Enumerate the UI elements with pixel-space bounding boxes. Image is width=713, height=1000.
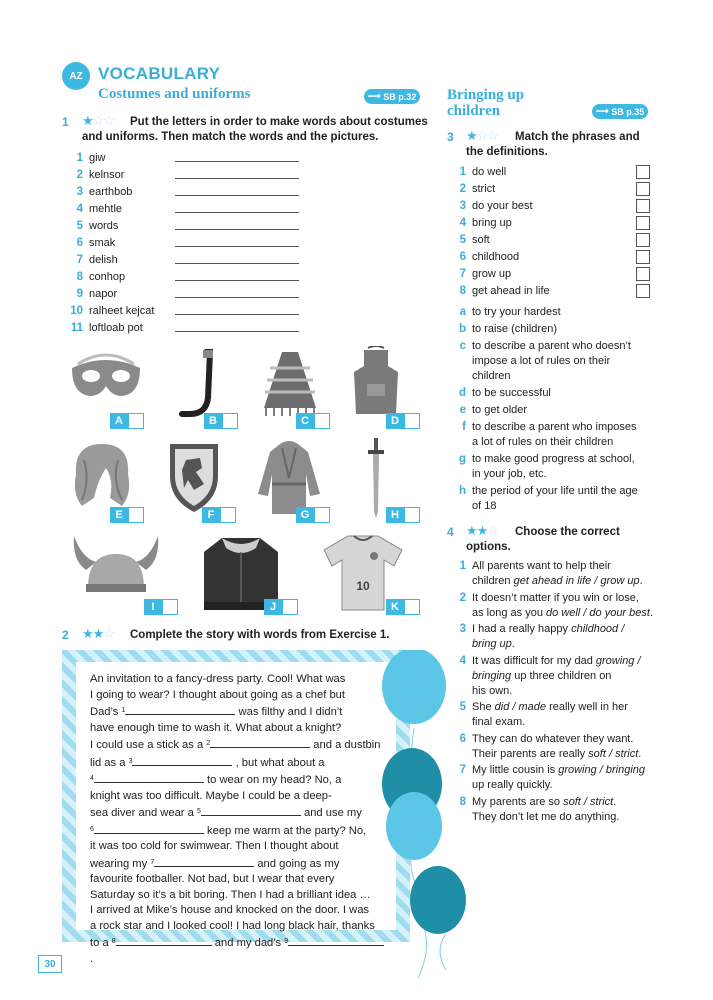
picture-label-f: F xyxy=(202,507,236,523)
ex3-phrase-list xyxy=(453,163,550,299)
ex4-instruction-2: options. xyxy=(466,541,511,553)
picture-label-g: G xyxy=(296,507,330,523)
list-item: 4 mehtle xyxy=(76,202,123,215)
list-item: f to describe a parent who imposes a lot of rules on their children xyxy=(462,421,637,448)
wig-icon xyxy=(70,440,134,510)
picture-label-j: J xyxy=(264,599,298,615)
difficulty-stars: ★★☆ xyxy=(466,523,498,538)
answer-box[interactable] xyxy=(404,599,420,615)
list-item: 1 do well xyxy=(459,165,507,178)
answer-box[interactable] xyxy=(314,413,330,429)
answer-box[interactable] xyxy=(404,507,420,523)
list-item: 3 earthbob xyxy=(76,185,133,198)
exercise-number: 3 xyxy=(447,130,454,144)
gap-2[interactable] xyxy=(210,736,310,748)
picture-label-k: K xyxy=(386,599,420,615)
list-item: 11 loftloab pot xyxy=(70,321,143,334)
exercise-number: 4 xyxy=(447,525,454,539)
option-choice[interactable]: soft / strict xyxy=(588,747,639,760)
answer-box[interactable] xyxy=(636,267,650,281)
answer-box[interactable] xyxy=(636,284,650,298)
list-item: c to describe a parent who doesn’t impose a lot of rules on their children xyxy=(459,340,631,382)
list-item: 8 My parents are so soft / strict. They don’t let me do anything. xyxy=(459,795,620,823)
sb-reference-badge xyxy=(364,89,420,104)
answer-box[interactable] xyxy=(636,182,650,196)
answer-box[interactable] xyxy=(128,413,144,429)
list-item: h the period of your life until the age of 18 xyxy=(458,485,638,512)
gap-6[interactable] xyxy=(94,822,204,834)
list-item: 3 do your best xyxy=(459,199,533,212)
list-item: 6 They can do whatever they want. Their parents are really soft / strict. xyxy=(459,732,642,760)
list-item: 2 kelnsor xyxy=(76,168,125,181)
list-item: 7 grow up xyxy=(459,267,512,280)
arrow-icon: ⟶ xyxy=(595,106,612,116)
arrow-icon: ⟶ xyxy=(367,91,384,101)
ex1-instruction-1: Put the letters in order to make words about costumes xyxy=(130,116,428,128)
gap-4[interactable] xyxy=(94,771,204,783)
list-item: e to get older xyxy=(459,404,528,416)
list-item: 5 words xyxy=(76,219,119,232)
list-item: 6 childhood xyxy=(459,250,520,263)
difficulty-stars: ★☆☆ xyxy=(82,113,114,128)
balloon-icon xyxy=(410,866,466,934)
answer-box[interactable] xyxy=(636,165,650,179)
ex2-instruction: Complete the story with words from Exercise 1. xyxy=(130,629,390,641)
option-choice[interactable]: get ahead in life / grow up xyxy=(513,575,640,587)
option-choice[interactable]: bringing xyxy=(472,669,512,682)
list-item: 4 It was difficult for my dad growing / bringing up three children on his own. xyxy=(459,654,641,697)
bathrobe-icon xyxy=(256,438,322,518)
list-item: 8 conhop xyxy=(76,270,126,283)
list-item: 5 She did / made really well in her final exam. xyxy=(459,701,628,728)
gap-8[interactable] xyxy=(116,934,212,946)
list-item: d to be successful xyxy=(458,387,551,399)
list-item: 10 ralheet kejcat xyxy=(70,304,155,317)
answer-line[interactable] xyxy=(175,161,299,162)
option-choice[interactable]: growing / bringing xyxy=(558,764,646,776)
list-item: 1 All parents want to help their children get ahead in life / grow up. xyxy=(459,560,643,587)
picture-label-i: I xyxy=(144,599,178,615)
option-choice[interactable]: bring up xyxy=(472,638,512,650)
svg-text:10: 10 xyxy=(356,579,370,593)
story-text: An invitation to a fancy-dress party. Cool! What was I going to wear? I thought about going as a chef but Dad’s $^1$ was filthy and I didn’t have enough time to wash it. What about a knight? I could use a stick as a $^2$ and a dustbin lid as a $^3$ , but what about a $^4$ to wear on my head? No, a knight was too difficult. Maybe I could be a deep- sea diver and wear a $^5$ and use my $^6$ keep me warm at the party? No, it was too cold for swimwear. Then I thought about wearing my $^7$ and going as my favourite footballer. Not bad, but I wear that every Saturday so it’s a bit boring. Then I had a brilliant idea … I arrived at Mike’s house and knocked on the door. I was a rock star and I looked cool! I had long black hair, thanks to a $^8$ and my dad’s $^9$ . xyxy=(90,672,390,967)
gap-9[interactable] xyxy=(288,934,384,946)
answer-line[interactable] xyxy=(175,297,299,298)
sb-reference-text: SB p.32 xyxy=(383,91,417,102)
list-item: 3 I had a really happy childhood / bring up. xyxy=(459,623,625,650)
list-item: 2 strict xyxy=(459,182,496,195)
balloon-icon xyxy=(386,792,442,860)
option-choice[interactable]: soft / strict xyxy=(563,795,614,808)
apron-icon xyxy=(350,346,402,416)
answer-box[interactable] xyxy=(636,233,650,247)
answer-line[interactable] xyxy=(175,263,299,264)
gap-3[interactable] xyxy=(132,754,232,766)
option-choice[interactable]: childhood / xyxy=(571,623,625,635)
answer-line[interactable] xyxy=(175,331,299,332)
ex1-word-list xyxy=(70,149,154,336)
list-item: 8 get ahead in life xyxy=(459,284,550,297)
list-item: 4 bring up xyxy=(459,216,512,229)
list-item: 2 It doesn’t matter if you win or lose, as long as you do well / do your best. xyxy=(459,591,654,619)
answer-line[interactable] xyxy=(175,314,299,315)
answer-box[interactable] xyxy=(404,413,420,429)
viking-helmet-icon xyxy=(68,530,164,606)
right-section-title: Bringing up children xyxy=(447,87,525,119)
answer-box[interactable] xyxy=(282,599,298,615)
answer-line[interactable] xyxy=(175,212,299,213)
picture-label-h: H xyxy=(386,507,420,523)
ex1-instruction-2: and uniforms. Then match the words and the pictures. xyxy=(82,131,379,143)
answer-box[interactable] xyxy=(220,507,236,523)
answer-line[interactable] xyxy=(175,195,299,196)
picture-label-e: E xyxy=(110,507,144,523)
snorkel-icon xyxy=(170,348,220,420)
answer-box[interactable] xyxy=(314,507,330,523)
sb-reference-badge xyxy=(592,104,648,119)
sb-reference-text: SB p.35 xyxy=(611,106,645,117)
difficulty-stars: ★☆☆ xyxy=(466,128,498,143)
balloon-icon xyxy=(382,650,446,724)
poncho-icon xyxy=(262,348,318,418)
answer-box[interactable] xyxy=(636,199,650,213)
option-choice[interactable]: growing / xyxy=(595,654,641,667)
list-item: 5 soft xyxy=(459,233,490,246)
ex3-instruction-2: the definitions. xyxy=(466,146,548,158)
page-number: 30 xyxy=(38,955,62,973)
list-item: 7 My little cousin is growing / bringing up really quickly. xyxy=(459,764,646,791)
answer-box[interactable] xyxy=(636,250,650,264)
ex3-definition-list xyxy=(453,305,653,516)
list-item: 6 smak xyxy=(76,236,116,249)
picture-label-d: D xyxy=(386,413,420,429)
mask-icon xyxy=(66,350,146,410)
list-item: 9 napor xyxy=(76,287,118,300)
option-choice[interactable]: did / made xyxy=(494,701,547,713)
section-subtitle: Costumes and uniforms xyxy=(98,86,251,102)
answer-line[interactable] xyxy=(175,229,299,230)
list-item: 1 giw xyxy=(76,151,106,164)
list-item: 7 delish xyxy=(76,253,118,266)
gap-1[interactable] xyxy=(125,703,235,715)
picture-label-a: A xyxy=(110,413,144,429)
list-item: g to make good progress at school, in your job, etc. xyxy=(458,453,635,480)
shield-icon xyxy=(166,440,222,514)
list-item: b to raise (children) xyxy=(458,323,557,335)
section-title: VOCABULARY xyxy=(98,64,221,83)
ex4-sentence-list xyxy=(453,559,663,826)
exercise-number: 1 xyxy=(62,115,69,129)
picture-label-b: B xyxy=(204,413,238,429)
story-panel xyxy=(76,662,396,965)
difficulty-stars: ★★☆ xyxy=(82,626,114,641)
vocabulary-icon: AZ xyxy=(62,62,90,90)
answer-line[interactable] xyxy=(175,246,299,247)
ex3-instruction-1: Match the phrases and xyxy=(515,131,640,143)
sword-icon xyxy=(366,436,386,520)
story-frame xyxy=(62,650,410,965)
exercise-number: 2 xyxy=(62,628,69,642)
list-item: a to try your hardest xyxy=(459,306,561,318)
answer-box[interactable] xyxy=(636,216,650,230)
ex4-instruction-1: Choose the correct xyxy=(515,526,620,538)
gap-7[interactable] xyxy=(154,855,254,867)
answer-line[interactable] xyxy=(175,178,299,179)
answer-box[interactable] xyxy=(128,507,144,523)
gap-5[interactable] xyxy=(201,804,301,816)
answer-line[interactable] xyxy=(175,280,299,281)
option-choice[interactable]: do well / do your best xyxy=(546,606,650,619)
answer-box[interactable] xyxy=(222,413,238,429)
picture-label-c: C xyxy=(296,413,330,429)
answer-box[interactable] xyxy=(162,599,178,615)
